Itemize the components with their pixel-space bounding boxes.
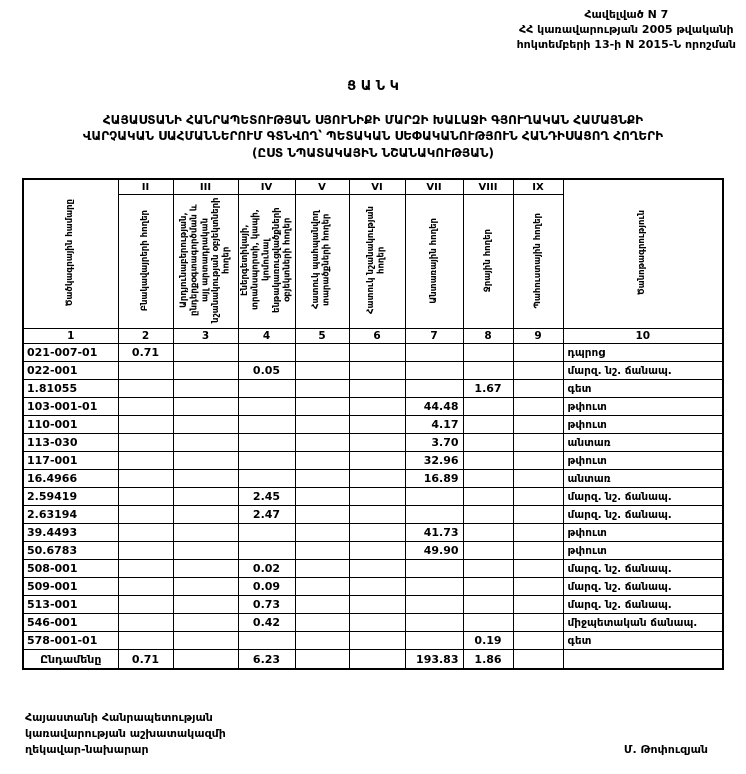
column-numeral: VI (349, 179, 405, 195)
column-number: 10 (563, 329, 723, 344)
note-cell: մարզ. նշ. ճանապ. (563, 560, 723, 578)
note-cell: թփուտ (563, 452, 723, 470)
note-cell: անտառ (563, 434, 723, 452)
note-cell: թփուտ (563, 416, 723, 434)
code-cell: 509-001 (23, 578, 118, 596)
code-cell: 113-030 (23, 434, 118, 452)
value-cell: 0.19 (463, 632, 513, 650)
value-cell (513, 632, 563, 650)
value-cell (118, 596, 173, 614)
value-cell: 4.17 (405, 416, 463, 434)
column-numeral: V (295, 179, 349, 195)
header-numeral-row (23, 179, 723, 195)
code-cell: 022-001 (23, 362, 118, 380)
note-cell: անտառ (563, 470, 723, 488)
column-number: 3 (173, 329, 238, 344)
value-cell (173, 362, 238, 380)
value-cell (118, 398, 173, 416)
value-cell (118, 362, 173, 380)
code-cell: 021-007-01 (23, 344, 118, 362)
appendix-reference (517, 8, 736, 53)
table-row (23, 542, 723, 560)
value-cell (463, 560, 513, 578)
table-row (23, 434, 723, 452)
value-cell (173, 452, 238, 470)
value-cell (349, 398, 405, 416)
subtitle-line-3: (ԸՍՏ ՆՊԱՏԱԿԱՅԻՆ ՆՇԱՆԱԿՈՒԹՅԱՆ) (252, 146, 494, 161)
value-cell: 0.05 (238, 362, 295, 380)
value-cell (295, 524, 349, 542)
value-cell (295, 416, 349, 434)
value-cell (295, 362, 349, 380)
header-number-row (23, 329, 723, 344)
value-cell (463, 614, 513, 632)
value-cell (405, 632, 463, 650)
footer (25, 710, 708, 758)
table-row (23, 578, 723, 596)
value-cell: 1.67 (463, 380, 513, 398)
value-cell (295, 488, 349, 506)
value-cell (238, 344, 295, 362)
value-cell (463, 506, 513, 524)
column-number: 9 (513, 329, 563, 344)
column-header-cell (405, 195, 463, 329)
code-cell: 39.4493 (23, 524, 118, 542)
value-cell (463, 398, 513, 416)
signatory-line-3: ղեկավար-նախարար (25, 742, 149, 756)
column-header-cell (238, 195, 295, 329)
code-cell: 1.81055 (23, 380, 118, 398)
value-cell (295, 470, 349, 488)
column-header-rotated: Պահուստային հողեր (532, 212, 543, 309)
value-cell (118, 434, 173, 452)
total-value-cell: 1.86 (463, 650, 513, 669)
value-cell (513, 488, 563, 506)
value-cell (173, 398, 238, 416)
value-cell (173, 614, 238, 632)
value-cell (513, 614, 563, 632)
value-cell (349, 542, 405, 560)
value-cell: 0.42 (238, 614, 295, 632)
value-cell: 32.96 (405, 452, 463, 470)
total-value-cell (295, 650, 349, 669)
value-cell (405, 380, 463, 398)
code-cell: 110-001 (23, 416, 118, 434)
value-cell (349, 434, 405, 452)
subtitle-line-2: ՎԱՐՉԱԿԱՆ ՍԱՀՄԱՆՆԵՐՈՒՄ ԳՏՆՎՈՂ՝ ՊԵՏԱԿԱՆ ՍԵՓԱԿԱՆՈՒԹՅՈՒՆ ՀԱՆԴԻՍԱՑՈՂ ՀՈՂԵՐԻ (82, 129, 664, 144)
note-cell: մարզ. նշ. ճանապ. (563, 506, 723, 524)
value-cell (513, 362, 563, 380)
value-cell (463, 452, 513, 470)
value-cell (463, 416, 513, 434)
column-header-rotated: Արդյունաբերության, ընդերքօգտագործման և այլ արտադրական նշանակության օբյեկտների հողեր (178, 197, 232, 324)
column-header-rotated: Էներգետիկայի, տրանսպորտի, կապի, կոմունալ ենթակառուցվածքների օբյեկտների հողեր (239, 207, 293, 314)
value-cell (463, 542, 513, 560)
value-cell (405, 344, 463, 362)
value-cell (513, 578, 563, 596)
column-header-cell (463, 195, 513, 329)
value-cell (295, 344, 349, 362)
note-cell: մարզ. նշ. ճանապ. (563, 596, 723, 614)
column-header-rotated: Հատուկ նշանակության հողեր (366, 206, 387, 315)
code-cell: 2.59419 (23, 488, 118, 506)
total-row (23, 650, 723, 669)
table-row (23, 614, 723, 632)
value-cell (295, 380, 349, 398)
document-title: Ց Ա Ն Կ (347, 78, 399, 94)
value-cell (405, 506, 463, 524)
value-cell (349, 560, 405, 578)
value-cell (349, 452, 405, 470)
value-cell (513, 506, 563, 524)
note-cell: միջպետական ճանապ. (563, 614, 723, 632)
value-cell (513, 596, 563, 614)
value-cell (238, 632, 295, 650)
value-cell (173, 578, 238, 596)
value-cell (118, 470, 173, 488)
value-cell (173, 380, 238, 398)
note-cell: գետ (563, 380, 723, 398)
appendix-line-3: հոկտեմբերի 13-ի N 2015-Ն որոշման (516, 37, 736, 51)
value-cell (173, 470, 238, 488)
value-cell (118, 632, 173, 650)
code-cell: 117-001 (23, 452, 118, 470)
column-numeral: IX (513, 179, 563, 195)
table-row (23, 362, 723, 380)
value-cell (463, 344, 513, 362)
value-cell (173, 632, 238, 650)
note-cell: թփուտ (563, 542, 723, 560)
value-cell (513, 452, 563, 470)
value-cell (349, 596, 405, 614)
value-cell: 0.02 (238, 560, 295, 578)
value-cell (238, 416, 295, 434)
value-cell (295, 614, 349, 632)
value-cell (173, 560, 238, 578)
column-numeral: III (173, 179, 238, 195)
value-cell (513, 416, 563, 434)
value-cell (118, 380, 173, 398)
value-cell (513, 470, 563, 488)
value-cell (349, 380, 405, 398)
value-cell (349, 632, 405, 650)
table-row (23, 596, 723, 614)
column-number: 1 (23, 329, 118, 344)
code-cell: 2.63194 (23, 506, 118, 524)
code-cell: 546-001 (23, 614, 118, 632)
column-numeral: VIII (463, 179, 513, 195)
value-cell (295, 542, 349, 560)
column-header-cell (563, 179, 723, 329)
note-cell: գետ (563, 632, 723, 650)
column-header-rotated: Ծանոթագրություն (637, 210, 648, 296)
total-value-cell (513, 650, 563, 669)
value-cell (349, 470, 405, 488)
total-value-cell: 0.71 (118, 650, 173, 669)
value-cell: 0.73 (238, 596, 295, 614)
value-cell (295, 452, 349, 470)
value-cell (118, 560, 173, 578)
table-row (23, 488, 723, 506)
value-cell (173, 434, 238, 452)
value-cell (513, 434, 563, 452)
total-value-cell (173, 650, 238, 669)
column-number: 7 (405, 329, 463, 344)
value-cell (405, 560, 463, 578)
column-numeral: IV (238, 179, 295, 195)
value-cell (463, 434, 513, 452)
value-cell (173, 596, 238, 614)
value-cell (463, 524, 513, 542)
value-cell (118, 452, 173, 470)
value-cell (405, 614, 463, 632)
value-cell (349, 524, 405, 542)
note-cell: մարզ. նշ. ճանապ. (563, 578, 723, 596)
table-row (23, 470, 723, 488)
column-header-rotated: Անտառային հողեր (428, 217, 439, 304)
column-header-cell (513, 195, 563, 329)
column-number: 4 (238, 329, 295, 344)
value-cell (118, 542, 173, 560)
value-cell (238, 380, 295, 398)
value-cell (405, 362, 463, 380)
column-header-rotated: Հատուկ պահպանվող տարածքների հողեր (311, 211, 332, 310)
value-cell (295, 506, 349, 524)
note-cell: թփուտ (563, 524, 723, 542)
value-cell (238, 524, 295, 542)
note-cell: մարզ. նշ. ճանապ. (563, 362, 723, 380)
land-table (22, 178, 724, 670)
value-cell: 49.90 (405, 542, 463, 560)
column-header-rotated: Բնակավայրերի հողեր (140, 209, 151, 312)
value-cell (463, 578, 513, 596)
value-cell (173, 524, 238, 542)
value-cell (463, 596, 513, 614)
code-cell: 16.4966 (23, 470, 118, 488)
value-cell (173, 416, 238, 434)
value-cell (463, 362, 513, 380)
value-cell (118, 506, 173, 524)
value-cell: 16.89 (405, 470, 463, 488)
code-cell: 513-001 (23, 596, 118, 614)
value-cell (238, 470, 295, 488)
value-cell: 3.70 (405, 434, 463, 452)
value-cell (349, 488, 405, 506)
value-cell (405, 578, 463, 596)
value-cell (349, 362, 405, 380)
value-cell (173, 344, 238, 362)
value-cell (173, 506, 238, 524)
column-header-cell (118, 195, 173, 329)
column-header-cell (349, 195, 405, 329)
value-cell (513, 380, 563, 398)
value-cell (513, 542, 563, 560)
total-value-cell: 193.83 (405, 650, 463, 669)
value-cell (295, 560, 349, 578)
value-cell (118, 578, 173, 596)
total-note-cell (563, 650, 723, 669)
value-cell (118, 614, 173, 632)
value-cell (118, 524, 173, 542)
column-number: 2 (118, 329, 173, 344)
appendix-line-2: ՀՀ կառավարության 2005 թվականի (519, 22, 734, 36)
column-header-cell (173, 195, 238, 329)
value-cell (118, 416, 173, 434)
total-label-cell: Ընդամենը (23, 650, 118, 669)
column-header-cell (295, 195, 349, 329)
note-cell: դպրոց (563, 344, 723, 362)
table-row (23, 560, 723, 578)
column-number: 6 (349, 329, 405, 344)
total-value-cell: 6.23 (238, 650, 295, 669)
column-number: 5 (295, 329, 349, 344)
table-row (23, 632, 723, 650)
value-cell (238, 398, 295, 416)
value-cell (405, 596, 463, 614)
value-cell (295, 632, 349, 650)
column-numeral: VII (405, 179, 463, 195)
document-subtitle (0, 112, 746, 162)
value-cell (118, 488, 173, 506)
column-header-cell (23, 179, 118, 329)
value-cell (238, 434, 295, 452)
signature-name: Մ. Թոփուզյան (623, 742, 708, 756)
code-cell: 508-001 (23, 560, 118, 578)
column-number: 8 (463, 329, 513, 344)
value-cell: 2.45 (238, 488, 295, 506)
value-cell (238, 452, 295, 470)
table-row (23, 506, 723, 524)
value-cell (349, 506, 405, 524)
appendix-line-1: Հավելված N 7 (584, 8, 669, 21)
value-cell (463, 488, 513, 506)
note-cell: թփուտ (563, 398, 723, 416)
value-cell (513, 560, 563, 578)
column-header-rotated: Ջրային հողեր (482, 228, 493, 293)
value-cell (295, 596, 349, 614)
total-value-cell (349, 650, 405, 669)
code-cell: 578-001-01 (23, 632, 118, 650)
signatory-line-2: կառավարության աշխատակազմի (25, 726, 226, 740)
value-cell (295, 398, 349, 416)
value-cell (513, 524, 563, 542)
value-cell (349, 614, 405, 632)
value-cell (405, 488, 463, 506)
code-cell: 50.6783 (23, 542, 118, 560)
column-header-rotated: Ծածկագրային համարը (65, 199, 76, 307)
subtitle-line-1: ՀԱՅԱՍՏԱՆԻ ՀԱՆՐԱՊԵՏՈՒԹՅԱՆ ՍՅՈՒՆԻՔԻ ՄԱՐԶԻ ԽԱԼԱՋԻ ԳՅՈՒՂԱԿԱՆ ՀԱՄԱՅՆՔԻ (102, 112, 644, 127)
value-cell: 2.47 (238, 506, 295, 524)
value-cell (173, 542, 238, 560)
signatory-title (25, 710, 226, 758)
table-row (23, 452, 723, 470)
table-row (23, 416, 723, 434)
value-cell (349, 344, 405, 362)
table-row (23, 380, 723, 398)
value-cell (349, 578, 405, 596)
column-numeral: II (118, 179, 173, 195)
note-cell: մարզ. նշ. ճանապ. (563, 488, 723, 506)
value-cell (349, 416, 405, 434)
table-row (23, 344, 723, 362)
value-cell: 0.09 (238, 578, 295, 596)
value-cell (238, 542, 295, 560)
value-cell (295, 578, 349, 596)
table-row (23, 398, 723, 416)
value-cell (295, 434, 349, 452)
value-cell (463, 470, 513, 488)
value-cell: 0.71 (118, 344, 173, 362)
signatory-line-1: Հայաստանի Հանրապետության (25, 710, 213, 724)
table-row (23, 524, 723, 542)
code-cell: 103-001-01 (23, 398, 118, 416)
value-cell (513, 398, 563, 416)
value-cell: 41.73 (405, 524, 463, 542)
value-cell (513, 344, 563, 362)
value-cell (173, 488, 238, 506)
value-cell: 44.48 (405, 398, 463, 416)
